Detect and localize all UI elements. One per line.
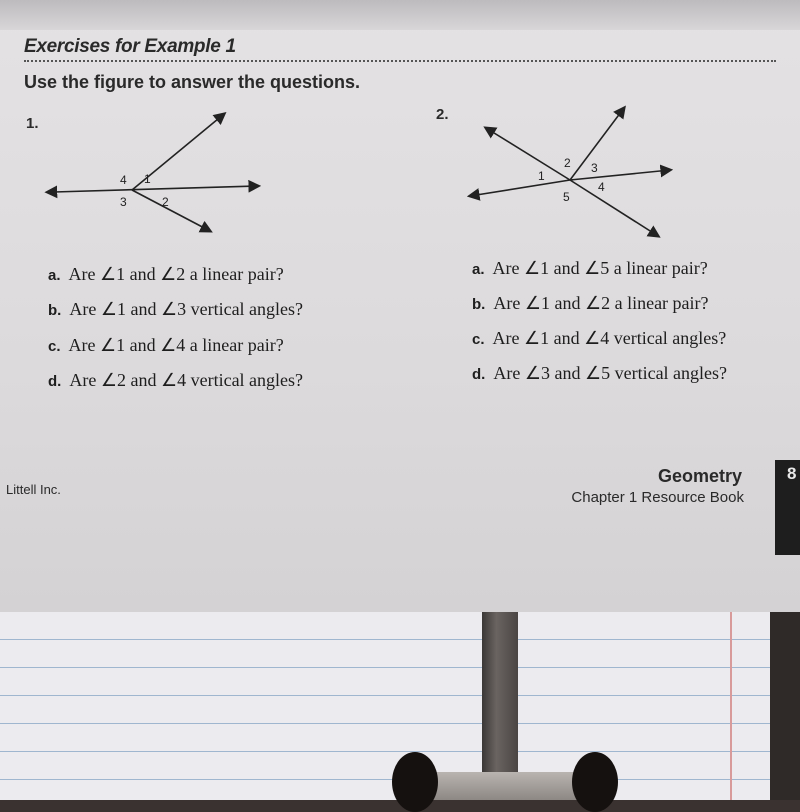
question-letter: d. [48, 373, 62, 390]
question-text: Are ∠1 and ∠4 a linear pair? [68, 335, 284, 355]
section-title: Exercises for Example 1 [24, 36, 236, 57]
background-edge [770, 612, 800, 800]
angle-label: 1 [538, 169, 545, 183]
title-rule [24, 60, 776, 62]
question-text: Are ∠3 and ∠5 vertical angles? [493, 363, 728, 383]
header-band [0, 0, 800, 30]
ray-down-right [132, 190, 210, 231]
ray-left [470, 180, 570, 196]
angle-label: 2 [162, 195, 169, 209]
ray-right [570, 170, 670, 180]
angle-label: 2 [564, 156, 571, 170]
question-text: Are ∠1 and ∠3 vertical angles? [69, 299, 304, 319]
question-text: Are ∠1 and ∠2 a linear pair? [68, 264, 284, 284]
question-letter: c. [48, 338, 61, 355]
exercise-2-number: 2. [436, 106, 449, 123]
question-1c [48, 335, 284, 356]
question-letter: a. [48, 267, 61, 284]
question-text: Are ∠1 and ∠4 vertical angles? [492, 328, 727, 348]
question-text: Are ∠1 and ∠5 a linear pair? [492, 258, 708, 278]
ray-upper-left [486, 128, 570, 180]
question-2a [472, 258, 708, 279]
question-letter: a. [472, 261, 485, 278]
question-letter: b. [472, 296, 486, 313]
binder-clip [425, 772, 595, 800]
question-letter: d. [472, 366, 486, 383]
angle-label: 3 [591, 161, 598, 175]
question-letter: c. [472, 331, 485, 348]
binder-hole [572, 752, 618, 812]
publisher: Littell Inc. [6, 482, 61, 497]
question-2b [472, 293, 709, 314]
angle-label: 4 [120, 173, 127, 187]
angle-label: 4 [598, 180, 605, 194]
angle-label: 3 [120, 195, 127, 209]
instructions: Use the figure to answer the questions. [24, 72, 361, 92]
book-subtitle: Chapter 1 Resource Book [571, 489, 744, 506]
question-1a [48, 264, 284, 285]
exercise-1-figure [40, 100, 280, 240]
ray-lower-right [570, 180, 658, 236]
angle-label: 1 [144, 172, 151, 186]
question-text: Are ∠2 and ∠4 vertical angles? [69, 370, 304, 390]
notebook-margin-line [730, 612, 732, 800]
line-horizontal [54, 186, 258, 192]
question-2d [472, 363, 727, 384]
question-text: Are ∠1 and ∠2 a linear pair? [493, 293, 709, 313]
exercise-1-number: 1. [26, 115, 39, 132]
question-2c [472, 328, 726, 349]
page-number: 8 [787, 464, 797, 483]
question-letter: b. [48, 302, 62, 319]
book-title: Geometry [657, 466, 742, 486]
question-1b [48, 299, 303, 320]
question-1d [48, 370, 303, 391]
binder-hole [392, 752, 438, 812]
angle-label: 5 [563, 190, 570, 204]
page-number-tab [775, 460, 800, 555]
exercise-2-figure [460, 100, 680, 245]
